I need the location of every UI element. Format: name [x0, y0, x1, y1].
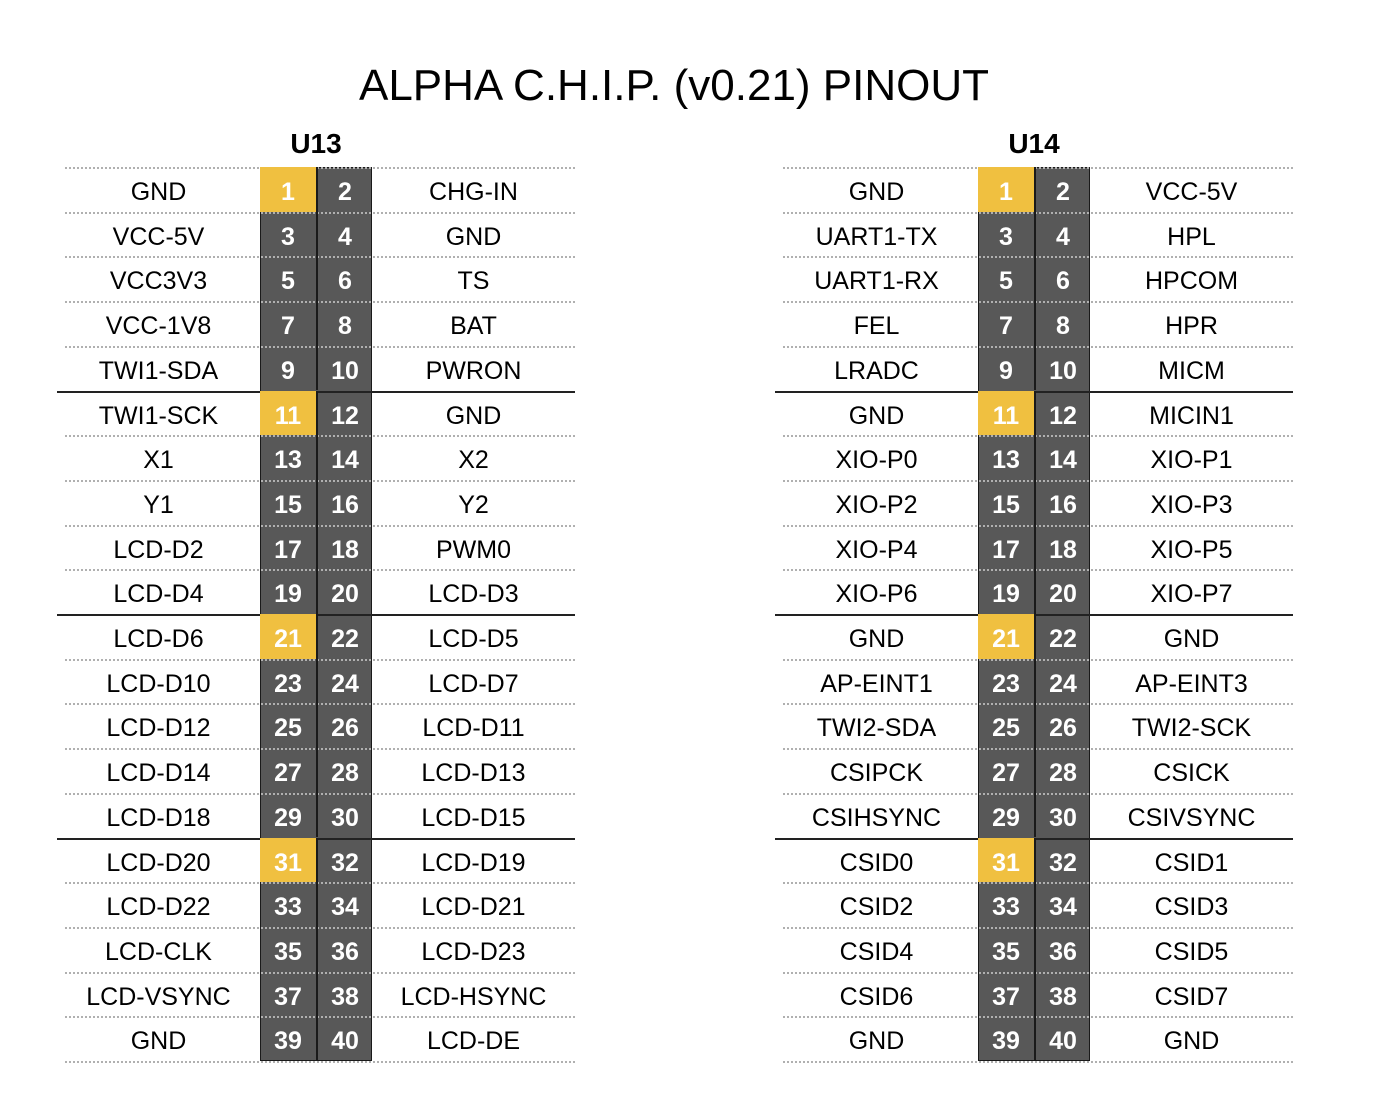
pin-label-left: LCD-D6	[113, 625, 204, 653]
pin-label-left: XIO-P2	[835, 490, 918, 519]
pin-number-odd: 7	[999, 312, 1013, 341]
pin-row	[57, 793, 577, 838]
pin-number-even: 24	[316, 659, 372, 704]
pin-label-left: AP-EINT1	[820, 669, 933, 698]
pin-number-even: 34	[1034, 882, 1090, 927]
pin-label-left: CSIHSYNC	[811, 803, 942, 832]
pin-row	[57, 703, 577, 748]
pin-number-odd: 29	[992, 803, 1020, 832]
pin-number-even: 2	[1034, 167, 1090, 212]
pin-row	[775, 480, 1295, 525]
pin-row	[775, 301, 1295, 346]
pin-row	[775, 882, 1295, 927]
pin-label-right: XIO-P5	[1150, 535, 1233, 564]
pin-number-odd: 15	[274, 490, 302, 519]
row-divider	[783, 1061, 1293, 1063]
pin-number-even: 16	[316, 480, 372, 525]
pin-label-right: LCD-D5	[428, 625, 519, 653]
pin-label-right: CSICK	[1153, 759, 1230, 788]
pin-label-right: PWRON	[425, 356, 522, 385]
pin-label-left: LCD-D20	[106, 848, 211, 877]
pin-number-even: 28	[316, 748, 372, 793]
pin-number-even: 40	[1034, 1016, 1090, 1061]
pin-label-left: XIO-P4	[835, 535, 918, 564]
pin-label-right: CSIVSYNC	[1127, 803, 1256, 832]
pin-label-right: LCD-HSYNC	[400, 982, 547, 1011]
pin-label-right: TWI2-SCK	[1131, 714, 1252, 743]
pin-label-right: LCD-DE	[426, 1027, 521, 1056]
pin-label-right: XIO-P1	[1150, 446, 1233, 475]
pin-label-left: CSIPCK	[829, 759, 924, 788]
pin-label-right: HPCOM	[1144, 267, 1239, 296]
pin-label-right: GND	[1163, 1027, 1220, 1056]
pin-label-right: LCD-D15	[421, 803, 526, 832]
pin-number-highlighted: 11	[260, 391, 316, 436]
pin-number-even: 12	[1034, 391, 1090, 436]
pin-row	[775, 748, 1295, 793]
pin-number-even: 8	[1034, 301, 1090, 346]
pin-label-right: CSID3	[1154, 893, 1229, 922]
pin-number-even: 8	[316, 301, 372, 346]
pin-row	[57, 927, 577, 972]
pin-number-odd: 37	[992, 982, 1020, 1011]
pin-row	[775, 659, 1295, 704]
pin-number-odd: 7	[281, 312, 295, 341]
pin-number-even: 4	[1034, 212, 1090, 257]
pin-number-even: 32	[316, 838, 372, 883]
pin-number-even: 38	[316, 972, 372, 1017]
pin-label-left: LCD-D4	[113, 580, 204, 609]
pin-label-right: GND	[1163, 625, 1220, 653]
pin-number-highlighted: 31	[978, 838, 1034, 883]
pin-row	[775, 927, 1295, 972]
pin-number-even: 12	[316, 391, 372, 436]
pin-number-odd: 39	[992, 1027, 1020, 1056]
pin-number-odd: 27	[992, 759, 1020, 788]
pin-number-odd: 13	[992, 446, 1020, 475]
pin-row	[775, 972, 1295, 1017]
pin-label-right: GND	[445, 222, 502, 251]
pin-row	[57, 167, 577, 212]
pin-number-odd: 13	[274, 446, 302, 475]
pin-label-right: PWM0	[436, 535, 511, 564]
pin-label-left: CSID2	[839, 893, 914, 922]
pin-number-even: 6	[1034, 256, 1090, 301]
pin-number-even: 2	[316, 167, 372, 212]
pin-label-right: CHG-IN	[429, 178, 518, 206]
pin-row	[57, 748, 577, 793]
pin-number-even: 6	[316, 256, 372, 301]
pin-row	[57, 614, 577, 659]
pin-row	[57, 256, 577, 301]
pin-label-left: GND	[848, 1027, 905, 1056]
pin-row	[57, 212, 577, 257]
pin-number-odd: 35	[992, 937, 1020, 966]
pin-label-left: LCD-D10	[106, 669, 211, 698]
pin-label-left: LCD-D12	[106, 714, 211, 743]
pin-number-even: 14	[316, 435, 372, 480]
pin-label-left: GND	[848, 178, 905, 206]
pin-label-right: LCD-D23	[421, 937, 526, 966]
pin-number-even: 32	[1034, 838, 1090, 883]
pin-number-highlighted: 1	[260, 167, 316, 212]
pin-row	[775, 703, 1295, 748]
pin-number-even: 4	[316, 212, 372, 257]
pin-number-even: 20	[316, 569, 372, 614]
pin-row	[57, 525, 577, 570]
pin-row	[775, 525, 1295, 570]
pin-label-left: Y1	[143, 490, 174, 519]
pin-row	[57, 435, 577, 480]
pin-number-odd: 19	[274, 580, 302, 609]
pin-row	[57, 882, 577, 927]
pin-number-odd: 9	[999, 356, 1013, 385]
pin-number-even: 36	[1034, 927, 1090, 972]
pin-label-right: X2	[458, 446, 489, 475]
pin-number-even: 22	[1034, 614, 1090, 659]
pin-number-odd: 27	[274, 759, 302, 788]
pin-row	[775, 435, 1295, 480]
pin-label-right: HPL	[1167, 222, 1216, 251]
pin-number-even: 24	[1034, 659, 1090, 704]
pin-label-left: LCD-D22	[106, 893, 211, 922]
pin-number-even: 14	[1034, 435, 1090, 480]
pin-label-left: CSID4	[839, 937, 914, 966]
pin-number-even: 10	[316, 346, 372, 391]
pin-label-right: HPR	[1165, 312, 1218, 341]
pin-number-odd: 19	[992, 580, 1020, 609]
pin-label-left: TWI1-SCK	[98, 401, 219, 430]
pin-number-odd: 15	[992, 490, 1020, 519]
pin-number-highlighted: 21	[260, 614, 316, 659]
pin-number-odd: 39	[274, 1027, 302, 1056]
pin-number-even: 36	[316, 927, 372, 972]
pin-label-right: CSID7	[1154, 982, 1229, 1011]
pin-row	[57, 659, 577, 704]
pin-label-left: GND	[130, 1027, 187, 1056]
pin-label-left: LCD-D14	[106, 759, 211, 788]
pin-number-odd: 29	[274, 803, 302, 832]
pin-row	[775, 346, 1295, 391]
pin-number-highlighted: 21	[978, 614, 1034, 659]
pin-label-right: TS	[457, 267, 490, 296]
pin-label-right: CSID5	[1154, 937, 1229, 966]
pin-number-odd: 3	[999, 222, 1013, 251]
pin-label-left: GND	[848, 625, 905, 653]
pin-label-right: LCD-D3	[428, 580, 519, 609]
pin-label-left: LRADC	[834, 356, 919, 385]
pin-label-left: LCD-VSYNC	[86, 982, 231, 1011]
pin-label-left: CSID0	[839, 848, 914, 877]
pin-row	[775, 838, 1295, 883]
pin-label-left: GND	[130, 178, 187, 206]
pin-label-right: GND	[445, 401, 502, 430]
pin-number-odd: 25	[274, 714, 302, 743]
pin-row	[775, 614, 1295, 659]
pin-label-left: LCD-D18	[106, 803, 211, 832]
pin-number-odd: 3	[281, 222, 295, 251]
pin-number-highlighted: 11	[978, 391, 1034, 436]
pin-number-odd: 33	[992, 893, 1020, 922]
pin-label-right: Y2	[458, 490, 489, 519]
pin-label-right: MICIN1	[1149, 401, 1234, 430]
pin-label-left: GND	[848, 401, 905, 430]
pin-row	[57, 301, 577, 346]
pin-row	[775, 1016, 1295, 1061]
pin-number-even: 30	[1034, 793, 1090, 838]
pin-number-highlighted: 31	[260, 838, 316, 883]
pin-number-odd: 23	[274, 669, 302, 698]
pin-label-left: XIO-P0	[835, 446, 918, 475]
pin-number-even: 20	[1034, 569, 1090, 614]
pin-label-left: VCC3V3	[109, 267, 208, 296]
pin-number-even: 26	[316, 703, 372, 748]
pin-label-right: LCD-D21	[421, 893, 526, 922]
pin-number-odd: 35	[274, 937, 302, 966]
pin-number-even: 10	[1034, 346, 1090, 391]
pin-number-odd: 23	[992, 669, 1020, 698]
row-divider	[65, 1061, 575, 1063]
pin-label-right: LCD-D19	[421, 848, 526, 877]
pin-row	[57, 391, 577, 436]
pin-label-right: XIO-P3	[1150, 490, 1233, 519]
pin-label-left: CSID6	[839, 982, 914, 1011]
pin-label-left: LCD-CLK	[105, 937, 212, 966]
pin-row	[57, 838, 577, 883]
pin-label-left: LCD-D2	[113, 535, 204, 564]
pin-label-right: LCD-D13	[421, 759, 526, 788]
page-title: ALPHA C.H.I.P. (v0.21) PINOUT	[358, 61, 990, 110]
pin-label-right: BAT	[450, 312, 497, 341]
pin-number-even: 16	[1034, 480, 1090, 525]
pin-row	[775, 212, 1295, 257]
pin-row	[775, 793, 1295, 838]
pin-label-left: FEL	[853, 312, 900, 341]
pin-label-left: X1	[143, 446, 174, 475]
pin-number-even: 40	[316, 1016, 372, 1061]
pin-row	[57, 1016, 577, 1061]
pin-label-left: VCC-1V8	[105, 312, 212, 341]
pin-number-even: 28	[1034, 748, 1090, 793]
pin-label-right: XIO-P7	[1150, 580, 1233, 609]
pin-number-odd: 5	[281, 267, 295, 296]
pin-row	[775, 391, 1295, 436]
connector-u14-header: U14	[1008, 128, 1060, 159]
pin-label-left: TWI1-SDA	[98, 356, 219, 385]
pin-label-right: LCD-D7	[428, 669, 519, 698]
pin-label-left: UART1-RX	[814, 267, 939, 296]
pin-number-highlighted: 1	[978, 167, 1034, 212]
pin-number-odd: 17	[992, 535, 1020, 564]
pin-label-left: XIO-P6	[835, 580, 918, 609]
pin-label-right: AP-EINT3	[1135, 669, 1248, 698]
pin-number-odd: 25	[992, 714, 1020, 743]
pin-number-even: 18	[316, 525, 372, 570]
pin-row	[775, 256, 1295, 301]
pin-label-right: CSID1	[1154, 848, 1229, 877]
pin-row	[775, 569, 1295, 614]
pin-label-right: MICM	[1158, 356, 1225, 385]
pin-number-even: 18	[1034, 525, 1090, 570]
pin-number-odd: 37	[274, 982, 302, 1011]
pin-label-right: LCD-D11	[422, 714, 525, 743]
pin-label-left: UART1-TX	[815, 222, 938, 251]
pin-row	[57, 569, 577, 614]
pin-number-odd: 9	[281, 356, 295, 385]
pin-number-odd: 5	[999, 267, 1013, 296]
pin-number-odd: 17	[274, 535, 302, 564]
pin-label-left: VCC-5V	[112, 222, 205, 251]
pin-number-even: 26	[1034, 703, 1090, 748]
connector-u13-header: U13	[290, 128, 342, 159]
pin-row	[775, 167, 1295, 212]
pin-label-left: TWI2-SDA	[816, 714, 937, 743]
pin-number-even: 38	[1034, 972, 1090, 1017]
pin-row	[57, 480, 577, 525]
pin-number-even: 30	[316, 793, 372, 838]
pin-number-even: 34	[316, 882, 372, 927]
pin-label-right: VCC-5V	[1145, 178, 1238, 206]
pin-number-even: 22	[316, 614, 372, 659]
pin-row	[57, 972, 577, 1017]
pin-number-odd: 33	[274, 893, 302, 922]
pin-row	[57, 346, 577, 391]
